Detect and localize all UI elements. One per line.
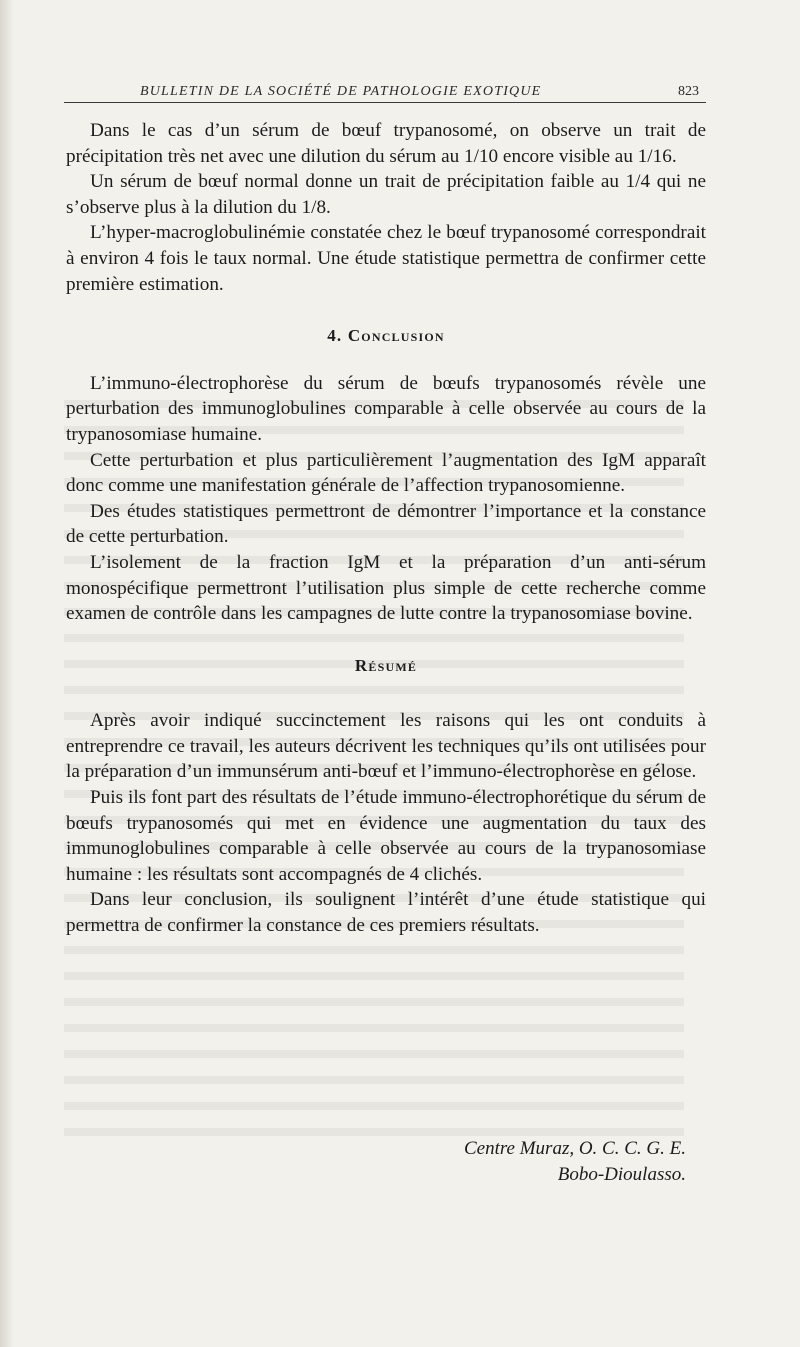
paragraph: Dans leur conclusion, ils soulignent l’intérêt d’une étude statistique qui permettra de confirmer la constance de ces premiers résultats.: [66, 889, 706, 937]
conclusion-heading: 4. Conclusion: [327, 326, 445, 346]
paragraph: Puis ils font part des résultats de l’étude immuno-électrophorétique du sérum de bœufs trypanosomés qui met en évidence une augmentation du taux des immunoglobulines comparable à celle observée au cours de la trypanosomiase humaine : les résultats sont accompagnés de 4 clichés.: [66, 787, 706, 885]
page-edge-shadow: [0, 0, 14, 1347]
paragraph: L’immuno-électrophorèse du sérum de bœufs trypanosomés révèle une perturbation des immunoglobulines comparable à celle observée au cours de la trypanosomiase humaine.: [66, 372, 706, 445]
paragraph: Après avoir indiqué succinctement les raisons qui les ont conduits à entreprendre ce travail, les auteurs décrivent les techniques qu’ils ont utilisées pour la préparation d’un immunsérum anti-bœuf et l’immuno-électrophorèse en gélose.: [66, 710, 706, 783]
paragraph: Un sérum de bœuf normal donne un trait de précipitation faible au 1/4 qui ne s’observe plus à la dilution du 1/8.: [66, 171, 706, 218]
affiliation-line: Centre Muraz, O. C. C. G. E.: [463, 1138, 686, 1159]
header-rule: [64, 102, 706, 103]
running-title: BULLETIN DE LA SOCIÉTÉ DE PATHOLOGIE EXOTIQUE: [140, 84, 542, 99]
paragraph: Cette perturbation et plus particulièrement l’augmentation des IgM apparaît donc comme une manifestation générale de l’affection trypanosomienne.: [66, 449, 706, 497]
page-number: 823: [678, 84, 699, 99]
paragraph: L’isolement de la fraction IgM et la préparation d’un anti-sérum monospécifique permettront l’utilisation plus simple de cette recherche comme examen de contrôle dans les campagnes de lutte contre la trypanosomiase bovine.: [66, 551, 706, 625]
article-body: [66, 118, 706, 939]
resume-heading: Résumé: [354, 655, 418, 675]
author-affiliation: [380, 1136, 686, 1188]
paragraph: Dans le cas d’un sérum de bœuf trypanosomé, on observe un trait de précipitation très net avec une dilution du sérum au 1/10 encore visible au 1/16.: [66, 120, 706, 167]
paragraph: Des études statistiques permettront de démontrer l’importance et la constance de cette perturbation.: [66, 500, 706, 548]
paragraph: L’hyper-macroglobulinémie constatée chez le bœuf trypanosomé correspondrait à environ 4 fois le taux normal. Une étude statistique permettra de confirmer cette première estimation.: [66, 222, 706, 295]
affiliation-city: Bobo-Dioulasso.: [557, 1164, 686, 1185]
